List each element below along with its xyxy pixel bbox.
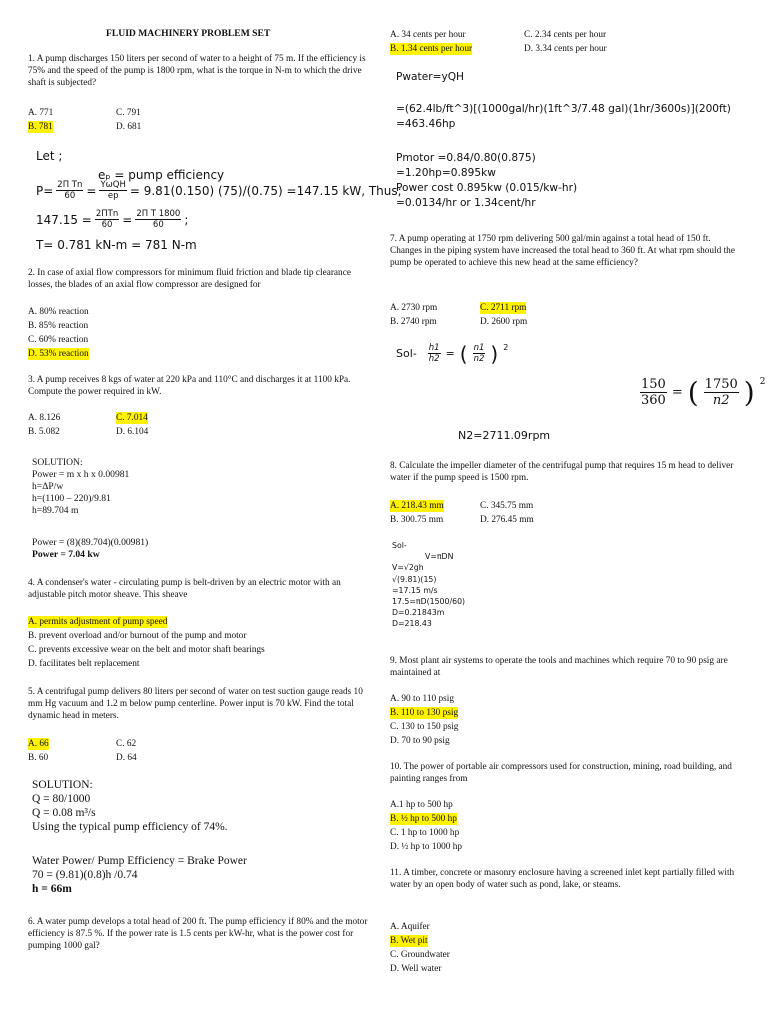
q8-sol-line: D=0.21843m [392,608,445,618]
q5-solution-2 [32,854,247,896]
q3-choice-d: D. 6.104 [116,427,149,437]
q4-choice-d: D. facilitates belt replacement [28,659,140,669]
q1-sol-p: P= [36,183,54,198]
q1-frac4: $\frac{\text{2Π T 1800}}{60}$ [136,209,181,230]
q11-choice-d: D. Well water [390,964,442,974]
q3-choice-c: C. 7.014 [116,413,148,423]
q1-choice-a: A. 771 [28,108,54,118]
q1-sol-l2-suffix: ; [184,212,189,227]
q8-choice-a: A. 218.43 mm [390,501,444,511]
q2-text: 2. In case of axial flow compressors for minimum fluid friction and blade tip clearance losses, the blades of an axial flow compressor are designed for [28,268,351,291]
q9-choice-c: C. 130 to 150 psig [390,722,459,732]
q5-text: 5. A centrifugal pump delivers 80 liters per second of water on test suction gauge reads 10 mm Hg vacuum and 1.2 m below pump centerline. Power input is 70 kW. Find the total dynamic head in meters. [28,687,363,722]
q1-sol-l2-prefix: 147.15 = [36,212,92,227]
page-title: FLUID MACHINERY PROBLEM SET [106,28,271,39]
q8-sol-line: Sol- [392,541,407,550]
q6-sol-line: Pwater=yQH [396,71,465,83]
q3-choice-a: A. 8.126 [28,413,61,423]
q1-sol-result: = 9.81(0.150) (75)/(0.75) =147.15 kW, Thus; [129,183,402,198]
q11-choice-b: B. Wet pit [390,936,428,946]
q3-sol-line: Power = (8)(89.704)(0.00981) [32,537,149,548]
q1-sol-line2 [36,209,188,230]
q3-sol-line: h=(1100 – 220)/9.81 [32,493,111,504]
q6-choice-a: A. 34 cents per hour [390,30,466,40]
q5-choice-b: B. 60 [28,753,49,763]
q2-choice-b: B. 85% reaction [28,321,89,331]
q5-choice-c: C. 62 [116,739,137,749]
q2-choice-c: C. 60% reaction [28,335,89,345]
q7-sol-values: $\frac{150}{360}$ = ( $\frac{1750}{n2}$ ) $^2$ [641,375,766,409]
q3-solution-2 [32,537,148,561]
q7-sol-result: N2=2711.09rpm [458,429,551,442]
q5-choice-a: A. 66 [28,739,49,749]
q6-sol-line: =(62.4lb/ft^3)[(1000gal/hr)(1ft^3/7.48 gal)(1hr/3600s)](200ft) [396,103,731,115]
q1-choice-d: D. 681 [116,122,142,132]
q1-eq: = [86,183,97,198]
q10-choice-a: A.1 hp to 500 hp [390,800,453,810]
q8-sol-line: √(9.81)(15) [392,574,437,584]
q3-sol-line: h=ΔP/w [32,481,64,492]
q1-frac2: $\frac{\text{YωQH}}{ep}$ [100,180,126,201]
q8-sol-line: 17.5=πD(1500/60) [392,597,466,607]
q5-solution [32,778,228,834]
q5-sol-final: h = 66m [32,883,72,895]
q3-sol-line: Power = m x h x 0.00981 [32,469,130,480]
q5-sol-line: Using the typical pump efficiency of 74%. [32,821,228,833]
q7-sol-label: Sol- [396,347,417,360]
q6-sol-line: Power cost 0.895kw (0.015/kw-hr) [396,182,578,194]
q6-choice-b: B. 1.34 cents per hour [390,44,473,54]
q6-sol-block2 [396,151,577,211]
q6-sol-line: =0.0134/hr or 1.34cent/hr [396,197,536,209]
q11-choice-a: A. Aquifer [390,922,430,932]
q8-sol-line: V=√2gh [392,563,424,573]
q6-choice-d: D. 3.34 cents per hour [524,44,607,54]
q1-eq2: = [122,212,133,227]
q6-text: 6. A water pump develops a total head of 200 ft. The pump efficiency if 80% and the motor efficiency is 87.5 %. If the power rate is 1.5 cents per kW-hr, what is the power cost for pumping 1000 gal? [28,917,368,952]
q8-sol-line: D=218.43 [392,619,432,629]
q4-choice-b: B. prevent overload and/or burnout of the pump and motor [28,631,247,641]
q7-text: 7. A pump operating at 1750 rpm delivering 500 gal/min against a total head of 150 ft. Changes in the piping system have increased the total head to 360 ft. At what rpm should the pump be operated to achieve this new head at the same efficiency? [390,234,735,269]
q5-sol-line: 70 = (9.81)(0.8)h /0.74 [32,869,138,881]
q5-sol-line: Q = 0.08 m³/s [32,807,96,819]
q7-sq: 2 [503,343,509,352]
q1-text: 1. A pump discharges 150 liters per second of water to a height of 75 m. If the efficiency is 75% and the speed of the pump is 1800 rpm, what is the torque in N-m to which the drive shaft is subjected? [28,54,366,89]
q1-sol-ep: eₚ = pump efficiency [98,168,225,182]
q10-text: 10. The power of portable air compressors used for construction, mining, road building, and painting ranges from [390,762,732,785]
q11-choice-c: C. Groundwater [390,950,450,960]
q6-sol-line: Pmotor =0.84/0.80(0.875) [396,152,536,164]
q8-text: 8. Calculate the impeller diameter of the centrifugal pump that requires 15 m head to deliver water if the pump speed is 1500 rpm. [390,461,734,484]
q3-choice-b: B. 5.082 [28,427,60,437]
q8-choice-c: C. 345.75 mm [480,501,534,511]
q2-choice-a: A. 80% reaction [28,307,89,317]
q7-frac-h: $\frac{h1}{h2}$ [428,343,440,364]
q1-frac1: $\frac{\text{2Π Tn}}{60}$ [57,180,83,201]
q1-sol-line1 [36,180,402,201]
q3-sol-final: Power = 7.04 kw [32,549,100,560]
q11-text: 11. A timber, concrete or masonry enclosure having a screened inlet kept partially filled with water by an open body of water such as pond, lake, or steams. [390,868,735,891]
q6-sol-block1 [396,102,731,132]
q7-frac-v: $\frac{150}{360}$ [641,377,666,408]
q3-sol-line: SOLUTION: [32,457,83,468]
q9-choice-a: A. 90 to 110 psig [390,694,454,704]
q5-sol-line: SOLUTION: [32,779,93,791]
q2-choice-d: D. 53% reaction [28,349,89,359]
q1-frac3: $\frac{\text{2ΠTn}}{60}$ [95,209,119,230]
q7-choice-a: A. 2730 rpm [390,303,438,313]
q6-sol-line: =1.20hp=0.895kw [396,167,496,179]
q8-sol-line: V=πDN [425,552,454,562]
q4-text: 4. A condenser's water - circulating pump is belt-driven by an electric motor with an adjustable pitch motor sheave. This sheave [28,578,341,601]
q5-sol-line: Water Power/ Pump Efficiency = Brake Power [32,855,247,867]
q5-sol-line: Q = 80/1000 [32,793,91,805]
q8-sol-line: =17.15 m/s [392,585,438,595]
q7-frac-nv: $\frac{1750}{n2}$ [704,377,738,408]
q7-sol-formula: Sol- $\frac{h1}{h2}$ = ( $\frac{n1}{n2}$ ) $^2$ [396,341,509,366]
q4-choice-a: A. permits adjustment of pump speed [28,617,168,627]
q8-choice-b: B. 300.75 mm [390,515,444,525]
q1-sol-final: T= 0.781 kN-m = 781 N-m [36,238,197,252]
q1-choice-c: C. 791 [116,108,141,118]
q3-solution [32,457,129,517]
q7-sq2: 2 [759,377,766,387]
q7-choice-b: B. 2740 rpm [390,317,437,327]
q7-choice-c: C. 2711 rpm [480,303,527,313]
q7-frac-n: $\frac{n1}{n2}$ [473,343,485,364]
q6-sol-line: =463.46hp [396,118,456,130]
q3-text: 3. A pump receives 8 kgs of water at 220 kPa and 110°C and discharges it at 1100 kPa. Compute the power required in kW. [28,375,351,398]
q9-text: 9. Most plant air systems to operate the tools and machines which require 70 to 90 psig are maintained at [390,656,728,679]
q8-choice-d: D. 276.45 mm [480,515,534,525]
q8-solution [392,540,465,630]
q4-choice-c: C. prevents excessive wear on the belt and motor shaft bearings [28,645,265,655]
q10-choice-b: B. ½ hp to 500 hp [390,814,457,824]
q6-choice-c: C. 2.34 cents per hour [524,30,607,40]
q3-sol-line: h=89.704 m [32,505,79,516]
q9-choice-b: B. 110 to 130 psig [390,708,459,718]
q1-choice-b: B. 781 [28,122,53,132]
q10-choice-c: C. 1 hp to 1000 hp [390,828,460,838]
q1-sol-let: Let ; [36,149,63,163]
q7-choice-d: D. 2600 rpm [480,317,528,327]
q10-choice-d: D. ½ hp to 1000 hp [390,842,463,852]
q9-choice-d: D. 70 to 90 psig [390,736,450,746]
q5-choice-d: D. 64 [116,753,137,763]
